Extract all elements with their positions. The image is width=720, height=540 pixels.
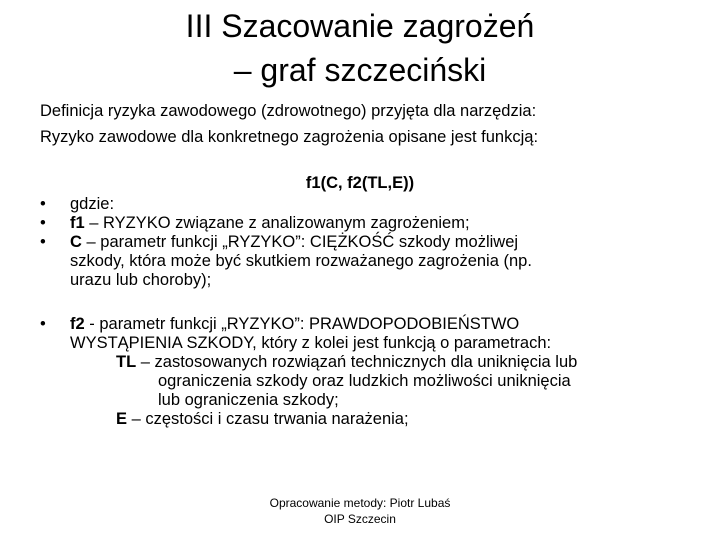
c-continuation-2: urazu lub choroby); [70, 271, 212, 289]
c-text: – parametr funkcji „RYZYKO”: CIĘŻKOŚĆ szkody możliwej [81, 233, 519, 251]
tl-parameter [70, 353, 690, 372]
bullet-c [40, 233, 690, 290]
footer-credit [0, 495, 720, 527]
f1-term: f1 [70, 214, 85, 232]
bullet-dot: • [40, 315, 46, 333]
intro-text [40, 98, 700, 150]
bullet-dot: • [40, 195, 46, 213]
risk-formula: f1(C, f2(TL,E)) [305, 174, 415, 192]
f1-text: – RYZYKO związane z analizowanym zagrożeniem; [84, 214, 470, 232]
bullet-gdzie [40, 195, 690, 214]
tl-text: – zastosowanych rozwiązań technicznych dla uniknięcia lub [136, 353, 578, 371]
tl-continuation-2: lub ograniczenia szkody; [158, 391, 339, 409]
bullet-dot: • [40, 233, 46, 251]
title-line-1: III Szacowanie zagrożeń [185, 8, 535, 44]
e-term: E [116, 410, 128, 428]
intro-line-1: Definicja ryzyka zawodowego (zdrowotnego) przyjęta dla narzędzia: [40, 102, 537, 120]
title-line-2: – graf szczeciński [233, 52, 487, 88]
f2-term: f2 [70, 315, 85, 333]
bullet-list [40, 195, 690, 429]
c-term: C [70, 233, 82, 251]
f2-text: - parametr funkcji „RYZYKO”: PRAWDOPODOBIEŃSTWO [84, 315, 520, 333]
slide-title [0, 4, 720, 92]
e-text: – częstości i czasu trwania narażenia; [127, 410, 409, 428]
f2-continuation-1: WYSTĄPIENIA SZKODY, który z kolei jest funkcją o parametrach: [70, 334, 552, 352]
intro-line-2: Ryzyko zawodowe dla konkretnego zagrożenia opisane jest funkcją: [40, 128, 539, 146]
bullet-f2 [40, 315, 690, 429]
footer-line-2: OIP Szczecin [324, 512, 396, 526]
bullet-f1 [40, 214, 690, 233]
c-continuation-1: szkody, która może być skutkiem rozważanego zagrożenia (np. [70, 252, 532, 270]
e-parameter [70, 410, 690, 429]
bullet-gdzie-text: gdzie: [70, 195, 115, 213]
tl-continuation-1: ograniczenia szkody oraz ludzkich możliwości uniknięcia [158, 372, 571, 390]
tl-term: TL [116, 353, 137, 371]
bullet-dot: • [40, 214, 46, 232]
footer-line-1: Opracowanie metody: Piotr Lubaś [269, 496, 451, 510]
